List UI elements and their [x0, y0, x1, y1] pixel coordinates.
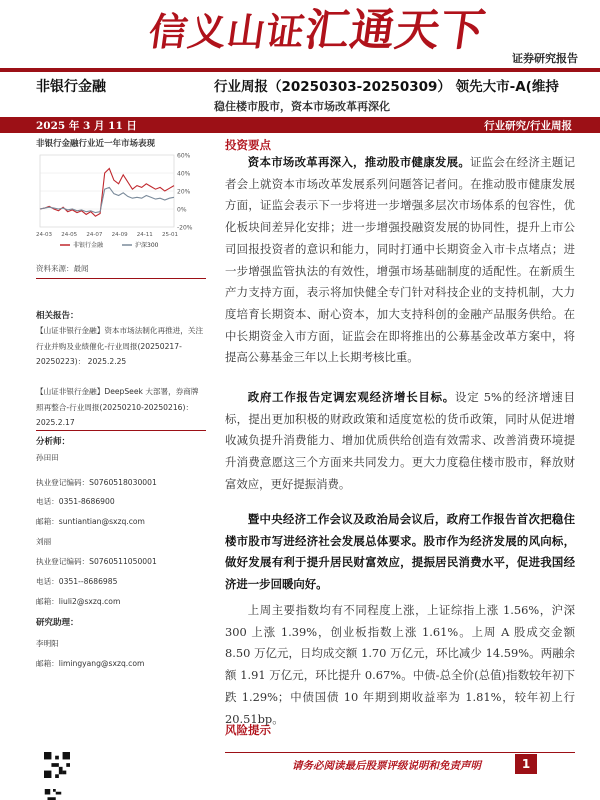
paragraph-housing-stock-stability: 暨中央经济工作会议及政治局会议后，政府工作报告首次把稳住楼市股市写进经济社会发展总体要求。股市作为经济发展的风向标，做好发展有利于提升居民财富效应，提振居民消费水平，促进我国经济进一步回暖向好。: [225, 512, 575, 592]
paragraph-lead: 政府工作报告定调宏观经济增长目标。: [247, 390, 455, 404]
chart-y-tick-label: 60%: [177, 152, 191, 160]
report-type-label: 证券研究报告: [512, 52, 578, 65]
paragraph-capital-market-reform: [225, 152, 575, 369]
banner-rule: [0, 68, 600, 72]
analyst-2-email[interactable]: 邮箱：liuli2@sxzq.com: [36, 597, 121, 606]
header-banner: [0, 0, 600, 72]
assistant-email[interactable]: 邮箱：limingyang@sxzq.com: [36, 659, 145, 668]
chart-legend-label: 非银行金融: [73, 242, 104, 249]
sector-name: 非银行金融: [36, 79, 106, 95]
sidebar-divider: [36, 430, 206, 431]
chart-title: 非银行金融行业近一年市场表现: [36, 139, 156, 149]
investment-highlights-heading: 投资要点: [225, 138, 271, 152]
disclaimer-text[interactable]: 请务必阅读最后股票评级说明和免责声明: [292, 760, 481, 772]
chart-x-tick-label: 24-09: [111, 232, 128, 238]
analyst-1-email[interactable]: 邮箱：suntiantian@sxzq.com: [36, 517, 145, 526]
analyst-2-reg: 执业登记编码：S0760511050001: [36, 557, 157, 566]
report-category: 行业研究/行业周报: [484, 120, 572, 132]
chart-y-tick-label: 0%: [177, 206, 187, 214]
performance-chart: [36, 149, 202, 255]
date-bar: [0, 117, 600, 133]
chart-y-tick-label: 40%: [177, 170, 191, 178]
report-subtitle: 稳住楼市股市，资本市场改革再深化: [214, 100, 390, 113]
chart-source: 资料来源：最闻: [36, 264, 89, 273]
footer-rule: [225, 752, 575, 753]
qr-code-small-icon: [44, 789, 62, 800]
risk-warning-heading: 风险提示: [225, 723, 271, 737]
related-report-1[interactable]: 【山证非银行金融】资本市场法制化再推进，关注行业并购及业绩催化-行业周报(20250217-20250223)： 2025.2.25: [36, 326, 204, 367]
report-date: 2025 年 3 月 11 日: [36, 120, 137, 132]
analyst-1-name: 孙田田: [36, 453, 59, 462]
related-report-2[interactable]: 【山证非银行金融】DeepSeek 大部署，券商牌照再整合-行业周报(20250210-20250216)： 2025.2.17: [36, 387, 199, 428]
assistant-heading: 研究助理：: [36, 618, 79, 628]
chart-y-tick-label: 20%: [177, 188, 191, 196]
chart-x-tick-label: 24-11: [136, 232, 153, 238]
page-number: 1: [515, 754, 537, 774]
assistant-name: 李明阳: [36, 639, 59, 648]
related-reports-heading: 相关报告：: [36, 311, 79, 321]
performance-chart-svg: [36, 149, 202, 255]
analyst-1-phone: 电话：0351-8686900: [36, 497, 115, 506]
analyst-2-phone: 电话：0351--8686985: [36, 577, 118, 586]
paragraph-lead: 资本市场改革再深入，推动股市健康发展。: [247, 155, 471, 169]
qr-code-icon: [44, 752, 70, 778]
paragraph-body: 设定 5%的经济增速目标，提出更加积极的财政政策和适度宽松的货币政策，同时从促进增收减负提升消费能力、增加优质供给创造有效需求、改善消费环境提升消费意愿这三个方面来共同发力。更大力度稳住楼市股市，释放财富效应，更好提振消费。: [225, 390, 575, 491]
paragraph-body: 证监会在经济主题记者会上就资本市场改革发展系列问题答记者问。在推动股市健康发展方面，证监会表示下一步将进一步增强多层次市场体系的包容性，优化板块间差异化安排；进一步增强投融资发展的协同性，提升上市公司回报投资者的意识和能力，同时打通中长期资金入市卡点堵点；进一步增强监管执法的有效性，增强市场基础制度的适配性。在新质生产力支持方面，表示将加快健全专门针对科技企业的支持机制，大力度培育长期资本、耐心资本，加大支持科创的金融产品服务供给。在中长期资金入市方面，证监会在即将推出的公募基金改革方案中，将提高公募基金三年以上长期考核比重。: [225, 155, 575, 365]
chart-legend-label: 沪深300: [135, 242, 159, 249]
analyst-1-reg: 执业登记编码：S0760518030001: [36, 478, 157, 487]
report-title: 行业周报（20250303-20250309） 领先大市-A(维持: [214, 79, 559, 95]
chart-x-tick-label: 25-01: [162, 232, 178, 238]
analyst-2-name: 刘丽: [36, 537, 52, 546]
sidebar-divider: [36, 278, 206, 279]
paragraph-government-work-report: [225, 387, 575, 496]
chart-x-tick-label: 24-03: [36, 232, 52, 238]
paragraph-weekly-market-review: 上周主要指数均有不同程度上涨，上证综指上涨 1.56%，沪深 300 上涨 1.39%，创业板指数上涨 1.61%。上周 A 股成交金额 8.50 万亿元，日均成交额 1.70 万亿元，环比减少 14.59%。两融余额 1.91 万亿元，环比提升 0.67%。中债-总全价(总值)指数较年初下跌 1.29%；中债国债 10 年期到期收益率为 1.81%，较年初上行 20.51bp。: [225, 603, 575, 726]
chart-y-tick-label: -20%: [177, 224, 193, 232]
chart-x-tick-label: 24-05: [61, 232, 78, 238]
analysts-heading: 分析师：: [36, 437, 71, 447]
chart-x-tick-label: 24-07: [86, 232, 103, 238]
brand-calligraphy: 信义山证汇通天下: [146, 5, 489, 56]
